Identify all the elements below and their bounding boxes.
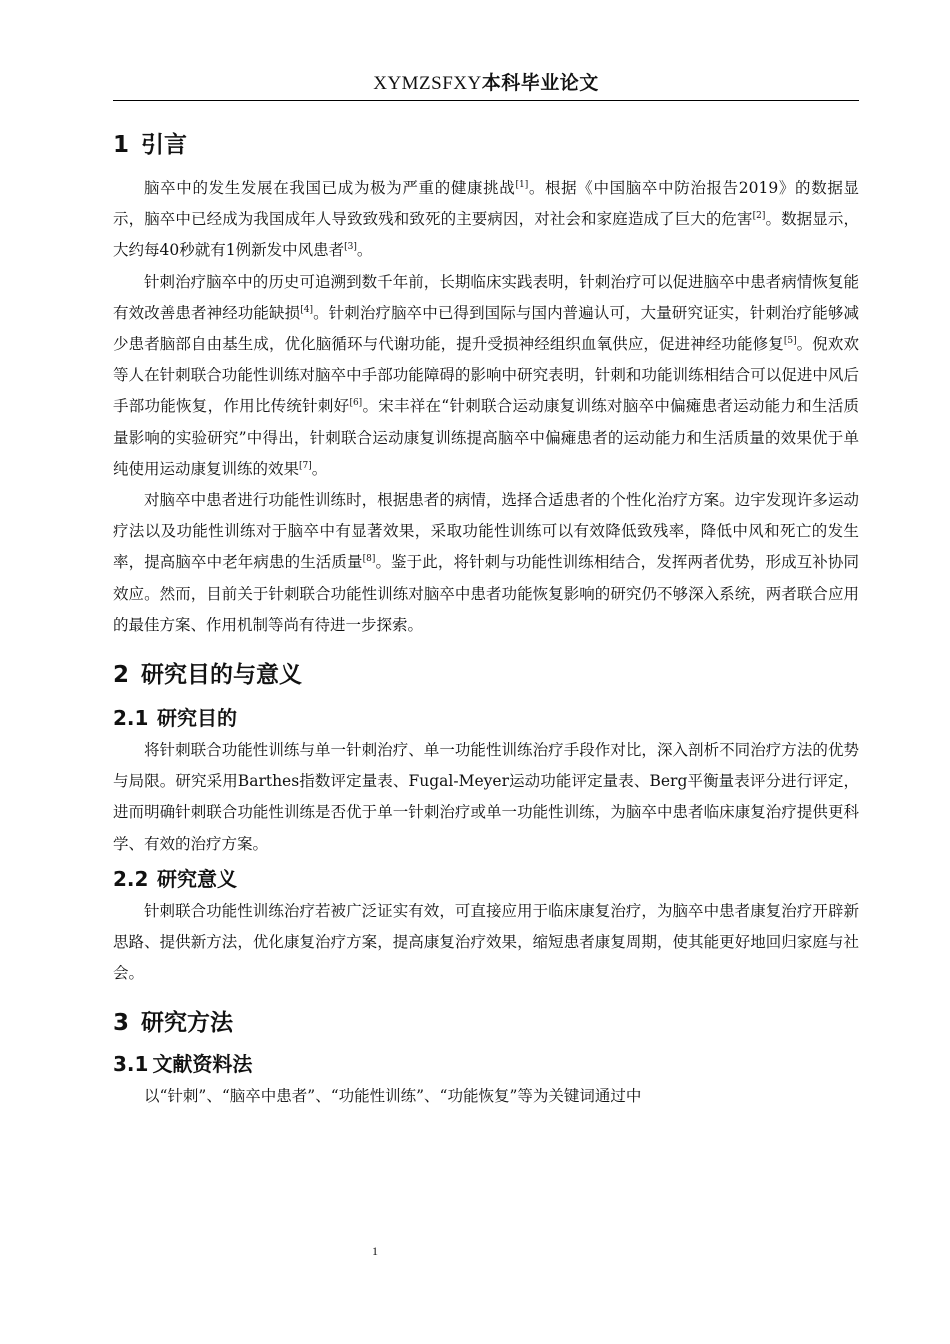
citation-ref: [4] <box>300 304 313 315</box>
paragraph-intro-3: 对脑卒中患者进行功能性训练时，根据患者的病情，选择合适患者的个性化治疗方案。边宇发现许多运动疗法以及功能性训练对于脑卒中有显著效果，采取功能性训练可以有效降低致残率，降低中风和死亡的发生率，提高脑卒中老年病患的生活质量[8]。鉴于此，将针刺与功能性训练相结合，发挥两者优势，形成互补协同效应。然而，目前关于针刺联合功能性训练对脑卒中患者功能恢复影响的研究仍不够深入系统，两者联合应用的最佳方案、作用机制等尚有待进一步探索。 <box>113 491 859 634</box>
citation-ref: [5] <box>783 336 797 347</box>
citation-ref: [1] <box>515 180 529 190</box>
paragraph-intro-1: 脑卒中的发生发展在我国已成为极为严重的健康挑战[1]。根据《中国脑卒中防治报告2019》的数据显示，脑卒中已经成为我国成年人导致致残和致死的主要病因，对社会和家庭造成了巨大的危害[2]。数据显示，大约每40秒就有1例新发中风患者[3]。 <box>113 179 859 260</box>
subsection-heading-2-1 <box>113 701 859 735</box>
section-title: 引言 <box>141 132 187 158</box>
section-number: 1 <box>113 132 130 158</box>
header-title <box>373 73 599 94</box>
subsection-heading-3-1 <box>113 1047 859 1081</box>
page-header <box>113 70 859 101</box>
subsection-number: 3.1 <box>113 1052 149 1077</box>
section-heading-3 <box>113 1003 859 1043</box>
section-number: 3 <box>113 1010 130 1037</box>
paragraph-research-purpose: 将针刺联合功能性训练与单一针刺治疗、单一功能性训练治疗手段作对比，深入剖析不同治疗方法的优势与局限。研究采用Barthes指数评定量表、Fugal-Meyer运动功能评定量表、Berg平衡量表评分进行评定，进而明确针刺联合功能性训练是否优于单一针刺治疗或单一功能性训练，为脑卒中患者临床康复治疗提供更科学、有效的治疗方案。 <box>113 741 859 853</box>
header-thesis-label: 本科毕业论文 <box>481 73 599 94</box>
page-number: 1 <box>372 1244 378 1258</box>
section-title: 研究目的与意义 <box>141 662 302 689</box>
citation-ref: [6] <box>349 398 363 409</box>
section-heading-1 <box>113 125 859 165</box>
document-body <box>113 125 859 1113</box>
citation-ref: [3] <box>344 242 357 253</box>
subsection-title: 文献资料法 <box>152 1052 253 1077</box>
subsection-heading-2-2 <box>113 862 859 896</box>
section-title: 研究方法 <box>141 1010 233 1037</box>
paragraph-research-significance: 针刺联合功能性训练治疗若被广泛证实有效，可直接应用于临床康复治疗，为脑卒中患者康复治疗开辟新思路、提供新方法，优化康复治疗方案，提高康复治疗效果，缩短患者康复周期，使其能更好地回归家庭与社会。 <box>113 901 859 983</box>
subsection-number: 2.1 <box>113 706 149 731</box>
subsection-title: 研究目的 <box>157 706 237 731</box>
citation-ref: [8] <box>362 554 376 565</box>
paragraph-literature-method: 以“针刺”、“脑卒中患者”、“功能性训练”、“功能恢复”等为关键词通过中 <box>144 1087 642 1106</box>
citation-ref: [2] <box>752 211 766 222</box>
subsection-title: 研究意义 <box>157 866 237 891</box>
header-code: XYMZSFXY <box>373 73 482 94</box>
subsection-number: 2.2 <box>113 866 149 891</box>
paragraph-intro-2: 针刺治疗脑卒中的历史可追溯到数千年前，长期临床实践表明，针刺治疗可以促进脑卒中患者病情恢复能有效改善患者神经功能缺损[4]。针刺治疗脑卒中已得到国际与国内普遍认可，大量研究证实，针刺治疗能够减少患者脑部自由基生成，优化脑循环与代谢功能，提升受损神经组织血氧供应，促进神经功能修复[5]。倪欢欢等人在针刺联合功能性训练对脑卒中手部功能障碍的影响中研究表明，针刺和功能训练相结合可以促进中风后手部功能恢复，作用比传统针刺好[6]。宋丰祥在“针刺联合运动康复训练对脑卒中偏瘫患者运动能力和生活质量影响的实验研究”中得出，针刺联合运动康复训练提高脑卒中偏瘫患者的运动能力和生活质量的效果优于单纯使用运动康复训练的效果[7]。 <box>113 272 859 478</box>
section-heading-2 <box>113 655 859 695</box>
section-number: 2 <box>113 662 130 689</box>
citation-ref: [7] <box>299 460 312 471</box>
